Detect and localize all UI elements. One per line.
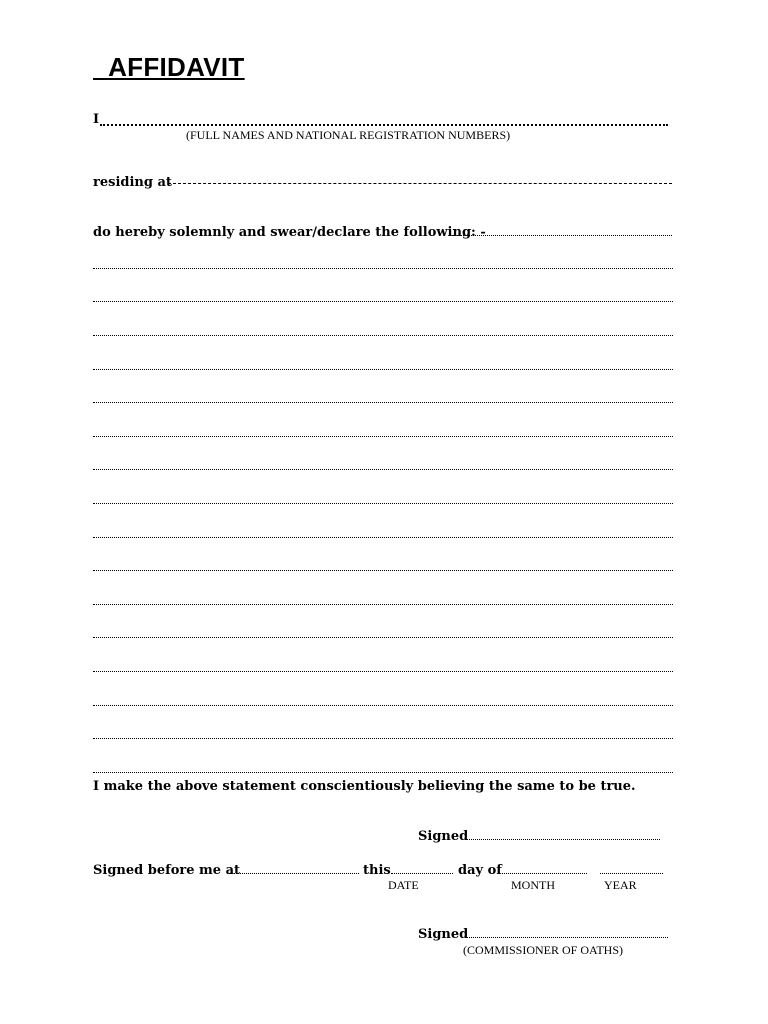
residing-field[interactable] <box>168 183 672 184</box>
declaration-line[interactable] <box>93 738 673 739</box>
declaration-line[interactable] <box>93 671 673 672</box>
date-caption: DATE <box>388 878 419 892</box>
declaration-line[interactable] <box>93 772 673 773</box>
month-field[interactable] <box>502 873 587 874</box>
commissioner-caption: (COMMISSIONER OF OATHS) <box>463 943 624 957</box>
declaration-line[interactable] <box>93 570 673 571</box>
year-field[interactable] <box>600 873 663 874</box>
day-of-label: day of <box>458 863 502 878</box>
statement-text: I make the above statement conscientiously believing the same to be true. <box>93 779 636 794</box>
signed-before-label: Signed before me at <box>93 863 241 878</box>
place-field[interactable] <box>229 873 359 874</box>
residing-label: residing at <box>93 175 172 190</box>
commissioner-signature-field[interactable] <box>465 937 668 938</box>
declaration-line[interactable] <box>93 705 673 706</box>
year-caption: YEAR <box>604 878 637 892</box>
declaration-line[interactable] <box>93 301 673 302</box>
full-names-field[interactable] <box>100 124 668 126</box>
declaration-line[interactable] <box>93 604 673 605</box>
declaration-line[interactable] <box>93 402 673 403</box>
declaration-line[interactable] <box>93 469 673 470</box>
declaration-first-line[interactable] <box>452 235 672 236</box>
commissioner-signed-label: Signed <box>418 927 469 942</box>
declare-label: do hereby solemnly and swear/declare the following: - <box>93 225 486 240</box>
declaration-line[interactable] <box>93 537 673 538</box>
deponent-signed-label: Signed <box>418 829 469 844</box>
declaration-line[interactable] <box>93 335 673 336</box>
this-label: this <box>363 863 391 878</box>
deponent-signature-field[interactable] <box>465 839 660 840</box>
declaration-line[interactable] <box>93 369 673 370</box>
month-caption: MONTH <box>511 878 555 892</box>
document-title: AFFIDAVIT <box>108 52 245 82</box>
declaration-line[interactable] <box>93 268 673 269</box>
declaration-line[interactable] <box>93 637 673 638</box>
intro-pronoun: I <box>93 112 100 127</box>
declaration-line[interactable] <box>93 436 673 437</box>
date-field[interactable] <box>391 873 453 874</box>
declaration-line[interactable] <box>93 503 673 504</box>
full-names-caption: (FULL NAMES AND NATIONAL REGISTRATION NUMBERS) <box>186 128 511 142</box>
